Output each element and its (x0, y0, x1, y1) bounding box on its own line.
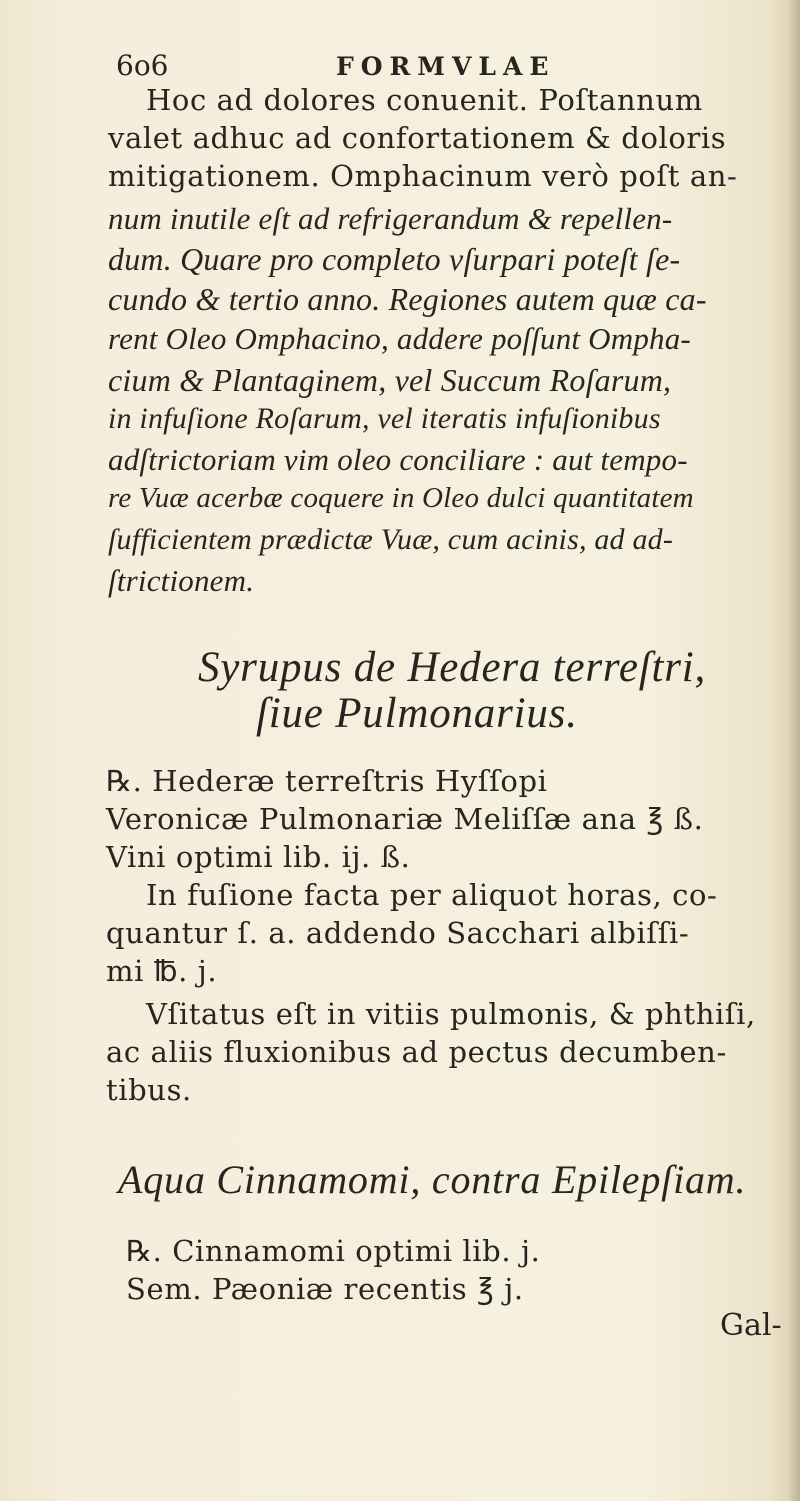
text-line: ſufficientem prædictæ Vuæ, cum acinis, ad ad- (108, 523, 674, 556)
text-line: dum. Quare pro completo vſurpari poteſt ſe- (108, 241, 681, 277)
page-number: 6o6 (116, 49, 169, 82)
text-line: valet adhuc ad confortationem & doloris (108, 121, 727, 155)
section-title: ſiue Pulmonarius. (256, 690, 578, 737)
text-line: cundo & tertio anno. Regiones autem quæ ca- (108, 281, 707, 317)
text-line: cium & Plantaginem, vel Succum Roſarum, (108, 362, 672, 398)
section-title: Aqua Cinnamomi, contra Epilepſiam. (118, 1157, 747, 1202)
section-title: Syrupus de Hedera terreſtri, (198, 644, 707, 691)
text-line: num inutile eſt ad refrigerandum & repellen- (108, 201, 673, 236)
recipe-line: Veronicæ Pulmonariæ Meliſſæ ana ℥ ß. (106, 802, 704, 836)
text-line: re Vuæ acerbæ coquere in Oleo dulci quantitatem (108, 482, 694, 514)
recipe-line: mi ℔. j. (106, 954, 218, 988)
text-line: mitigationem. Omphacinum verò poſt an- (108, 159, 738, 193)
text-line: adſtrictoriam vim oleo conciliare : aut tempo- (108, 442, 688, 477)
recipe-line: Vſitatus eſt in vitiis pulmonis, & phthiſi, (146, 997, 756, 1031)
page-edge-shadow (788, 0, 800, 1501)
recipe-line: ac aliis fluxionibus ad pectus decumben- (106, 1035, 727, 1069)
text-line: Hoc ad dolores conuenit. Poſtannum (146, 83, 703, 117)
text-line: rent Oleo Omphacino, addere poſſunt Ompha- (108, 321, 691, 356)
recipe-line: Vini optimi lib. ij. ß. (106, 840, 411, 874)
page-header (0, 44, 800, 80)
recipe-line: In fuſione facta per aliquot horas, co- (146, 878, 718, 912)
catchword: Gal- (720, 1308, 782, 1343)
text-line: in infuſione Roſarum, vel iteratis infuſionibus (108, 402, 661, 435)
recipe-line: ℞. Hederæ terreſtris Hyſſopi (106, 764, 548, 798)
recipe-line: quantur ſ. a. addendo Sacchari albiſſi- (106, 916, 690, 950)
running-title: FORMVLAE (336, 52, 556, 81)
recipe-line: Sem. Pæoniæ recentis ℥ j. (126, 1272, 524, 1306)
recipe-line: ℞. Cinnamomi optimi lib. j. (126, 1234, 541, 1268)
recipe-line: tibus. (106, 1073, 192, 1107)
text-line: ſtrictionem. (108, 563, 255, 598)
